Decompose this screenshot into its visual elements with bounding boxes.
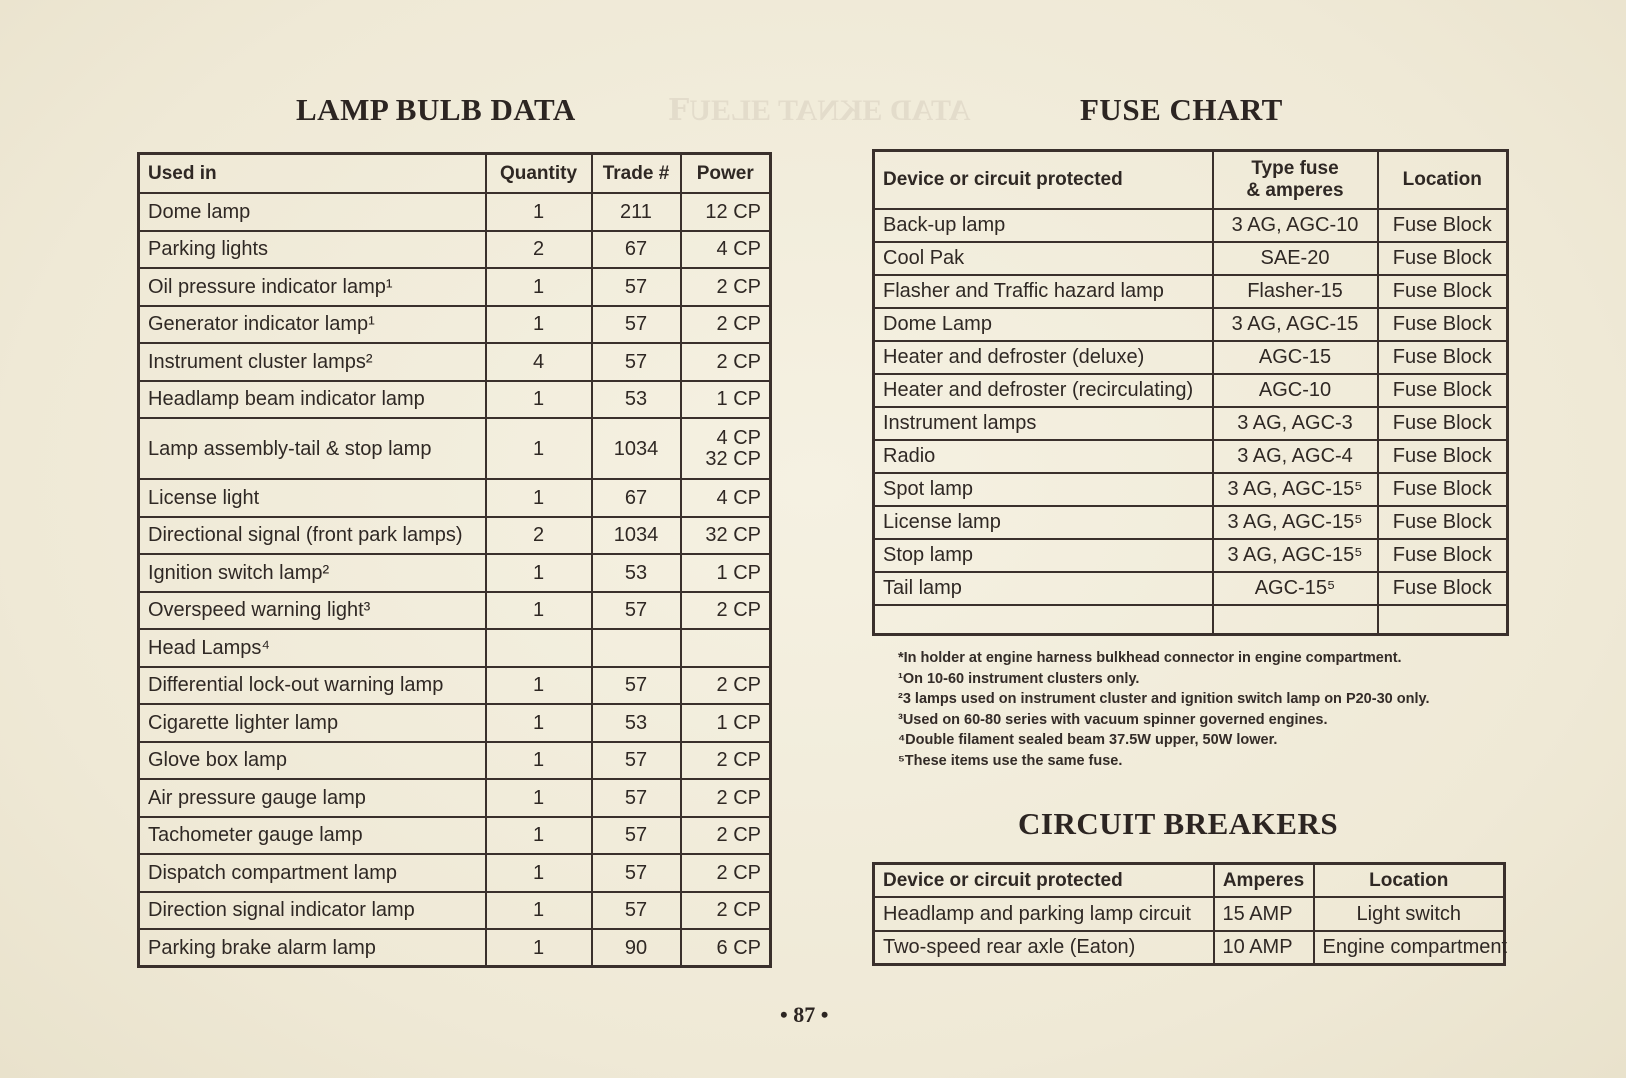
device-cell: Radio: [874, 440, 1213, 473]
table-row: [139, 343, 771, 381]
empty-table-row: [874, 605, 1508, 635]
trade-cell: 67: [592, 231, 681, 269]
table-header-row: [139, 154, 771, 194]
table-row: [139, 629, 771, 667]
power-cell: [681, 892, 771, 930]
col-header-used-in: Used in: [139, 154, 486, 194]
power-value: 2 CP: [716, 786, 761, 809]
location-cell: Fuse Block: [1378, 374, 1508, 407]
table-row: [139, 854, 771, 892]
fuse-chart-title: FUSE CHART: [1080, 92, 1283, 127]
used-in-cell: Air pressure gauge lamp: [139, 779, 486, 817]
power-cell: [681, 629, 771, 667]
power-cell: [681, 554, 771, 592]
fuse-type-cell: 3 AG, AGC-4: [1213, 440, 1378, 473]
fuse-type-cell: AGC-15: [1213, 341, 1378, 374]
quantity-cell: 1: [486, 268, 592, 306]
location-cell: Light switch: [1314, 897, 1505, 931]
empty-cell: [874, 605, 1213, 635]
power-value: 1 CP: [716, 561, 761, 584]
used-in-cell: Head Lamps⁴: [139, 629, 486, 667]
lamp-bulb-title: LAMP BULB DATA: [296, 92, 576, 127]
device-cell: License lamp: [874, 506, 1213, 539]
used-in-cell: Dome lamp: [139, 193, 486, 231]
type-fuse-line2: & amperes: [1246, 179, 1344, 201]
power-cell: [681, 231, 771, 269]
footnote: ³Used on 60-80 series with vacuum spinner governed engines.: [898, 711, 1328, 728]
device-cell: Stop lamp: [874, 539, 1213, 572]
circuit-breakers-title: CIRCUIT BREAKERS: [1018, 806, 1339, 841]
power-cell: [681, 929, 771, 967]
power-value: 1 CP: [716, 711, 761, 734]
col-header-location: Location: [1378, 151, 1508, 209]
used-in-cell: Directional signal (front park lamps): [139, 517, 486, 555]
table-row: [874, 242, 1508, 275]
table-row: [139, 742, 771, 780]
circuit-breakers-table: [872, 862, 1506, 966]
table-row: [139, 418, 771, 479]
fuse-type-cell: Flasher-15: [1213, 275, 1378, 308]
table-row: [139, 554, 771, 592]
quantity-cell: 1: [486, 418, 592, 479]
power-cell: [681, 306, 771, 344]
table-row: [139, 517, 771, 555]
power-value: 4 CP: [716, 238, 761, 261]
power-cell: [681, 817, 771, 855]
table-row: [874, 506, 1508, 539]
trade-cell: 57: [592, 892, 681, 930]
quantity-cell: 1: [486, 704, 592, 742]
device-cell: Dome Lamp: [874, 308, 1213, 341]
used-in-cell: Ignition switch lamp²: [139, 554, 486, 592]
table-row: [139, 667, 771, 705]
footnote: *In holder at engine harness bulkhead connector in engine compartment.: [898, 650, 1402, 666]
power-cell: [681, 418, 771, 479]
power-value: 1 CP: [716, 388, 761, 411]
device-cell: Heater and defroster (deluxe): [874, 341, 1213, 374]
trade-cell: 57: [592, 667, 681, 705]
quantity-cell: 1: [486, 193, 592, 231]
used-in-cell: Generator indicator lamp¹: [139, 306, 486, 344]
power-value: 2 CP: [716, 674, 761, 697]
used-in-cell: Dispatch compartment lamp: [139, 854, 486, 892]
table-row: [139, 817, 771, 855]
amperes-cell: 10 AMP: [1214, 931, 1314, 965]
quantity-cell: 1: [486, 929, 592, 967]
table-row: [874, 440, 1508, 473]
fuse-type-cell: AGC-10: [1213, 374, 1378, 407]
col-header-quantity: Quantity: [486, 154, 592, 194]
power-cell: [681, 343, 771, 381]
used-in-cell: Overspeed warning light³: [139, 592, 486, 630]
location-cell: Fuse Block: [1378, 275, 1508, 308]
footnote: ⁵These items use the same fuse.: [898, 752, 1123, 769]
empty-cell: [1378, 605, 1508, 635]
table-row: [139, 193, 771, 231]
location-cell: Fuse Block: [1378, 440, 1508, 473]
table-row: [139, 704, 771, 742]
table-row: [139, 306, 771, 344]
fuse-type-cell: 3 AG, AGC-15: [1213, 308, 1378, 341]
location-cell: Fuse Block: [1378, 242, 1508, 275]
quantity-cell: 1: [486, 779, 592, 817]
power-value-2: 32 CP: [705, 447, 761, 470]
quantity-cell: 1: [486, 381, 592, 419]
table-header-row: [874, 151, 1508, 209]
location-cell: Fuse Block: [1378, 341, 1508, 374]
table-row: [874, 473, 1508, 506]
device-cell: Heater and defroster (recirculating): [874, 374, 1213, 407]
power-cell: [681, 667, 771, 705]
trade-cell: 211: [592, 193, 681, 231]
table-row: [874, 897, 1505, 931]
table-row: [874, 308, 1508, 341]
table-row: [874, 275, 1508, 308]
power-value: 2 CP: [716, 313, 761, 336]
quantity-cell: 1: [486, 306, 592, 344]
used-in-cell: License light: [139, 479, 486, 517]
table-row: [874, 374, 1508, 407]
used-in-cell: Direction signal indicator lamp: [139, 892, 486, 930]
col-header-type-fuse: [1213, 151, 1378, 209]
location-cell: Fuse Block: [1378, 407, 1508, 440]
table-row: [139, 268, 771, 306]
col-header-location: Location: [1314, 864, 1505, 898]
table-row: [139, 892, 771, 930]
device-cell: Cool Pak: [874, 242, 1213, 275]
trade-cell: 57: [592, 779, 681, 817]
quantity-cell: 1: [486, 554, 592, 592]
fuse-type-cell: 3 AG, AGC-15⁵: [1213, 539, 1378, 572]
bleed-through-text: ATAD ƎKNAT ƎLƎUꟻ: [668, 94, 971, 127]
fuse-type-cell: 3 AG, AGC-3: [1213, 407, 1378, 440]
power-cell: [681, 268, 771, 306]
trade-cell: 1034: [592, 418, 681, 479]
table-row: [874, 209, 1508, 242]
trade-cell: 57: [592, 306, 681, 344]
trade-cell: 53: [592, 704, 681, 742]
footnotes: [898, 648, 1430, 771]
quantity-cell: 1: [486, 667, 592, 705]
power-cell: [681, 193, 771, 231]
table-row: [139, 779, 771, 817]
table-row: [874, 572, 1508, 605]
table-row: [874, 407, 1508, 440]
fuse-type-cell: 3 AG, AGC-15⁵: [1213, 473, 1378, 506]
trade-cell: 57: [592, 742, 681, 780]
type-fuse-line1: Type fuse: [1251, 157, 1339, 179]
footnote: ¹On 10-60 instrument clusters only.: [898, 670, 1140, 687]
power-value: 2 CP: [716, 275, 761, 298]
power-value: 2 CP: [716, 899, 761, 922]
trade-cell: 57: [592, 268, 681, 306]
trade-cell: [592, 629, 681, 667]
used-in-cell: Instrument cluster lamps²: [139, 343, 486, 381]
power-value: 4 CP: [716, 486, 761, 509]
used-in-cell: Oil pressure indicator lamp¹: [139, 268, 486, 306]
used-in-cell: Glove box lamp: [139, 742, 486, 780]
power-value: 4 CP: [716, 426, 761, 449]
fuse-type-cell: 3 AG, AGC-15⁵: [1213, 506, 1378, 539]
used-in-cell: Differential lock-out warning lamp: [139, 667, 486, 705]
trade-cell: 57: [592, 854, 681, 892]
col-header-device: Device or circuit protected: [874, 864, 1214, 898]
quantity-cell: 2: [486, 231, 592, 269]
device-cell: Tail lamp: [874, 572, 1213, 605]
power-cell: [681, 704, 771, 742]
trade-cell: 1034: [592, 517, 681, 555]
trade-cell: 90: [592, 929, 681, 967]
fuse-type-cell: SAE-20: [1213, 242, 1378, 275]
location-cell: Fuse Block: [1378, 209, 1508, 242]
power-value: 2 CP: [716, 599, 761, 622]
power-value: 12 CP: [705, 200, 761, 223]
device-cell: Instrument lamps: [874, 407, 1213, 440]
trade-cell: 53: [592, 554, 681, 592]
power-cell: [681, 381, 771, 419]
table-row: [139, 592, 771, 630]
table-header-row: [874, 864, 1505, 898]
power-value: 2 CP: [716, 861, 761, 884]
table-row: [139, 929, 771, 967]
table-row: [874, 539, 1508, 572]
col-header-power: Power: [681, 154, 771, 194]
quantity-cell: 1: [486, 854, 592, 892]
device-cell: Spot lamp: [874, 473, 1213, 506]
trade-cell: 57: [592, 817, 681, 855]
quantity-cell: 1: [486, 817, 592, 855]
fuse-chart-table: [872, 149, 1509, 636]
power-value: 6 CP: [716, 936, 761, 959]
footnote: ²3 lamps used on instrument cluster and ignition switch lamp on P20-30 only.: [898, 691, 1430, 707]
table-row: [874, 341, 1508, 374]
device-cell: Back-up lamp: [874, 209, 1213, 242]
power-cell: [681, 854, 771, 892]
power-cell: [681, 479, 771, 517]
page-number: • 87 •: [780, 1002, 829, 1027]
power-value: 2 CP: [716, 749, 761, 772]
fuse-type-cell: AGC-15⁵: [1213, 572, 1378, 605]
col-header-device: Device or circuit protected: [874, 151, 1213, 209]
quantity-cell: 4: [486, 343, 592, 381]
quantity-cell: 1: [486, 892, 592, 930]
footnote: ⁴Double filament sealed beam 37.5W upper, 50W lower.: [898, 732, 1278, 748]
power-value: 2 CP: [716, 824, 761, 847]
trade-cell: 67: [592, 479, 681, 517]
power-cell: [681, 742, 771, 780]
col-header-amperes: Amperes: [1214, 864, 1314, 898]
fuse-type-cell: 3 AG, AGC-10: [1213, 209, 1378, 242]
empty-cell: [1213, 605, 1378, 635]
power-cell: [681, 779, 771, 817]
quantity-cell: 1: [486, 742, 592, 780]
location-cell: Fuse Block: [1378, 506, 1508, 539]
used-in-cell: Parking lights: [139, 231, 486, 269]
table-row: [139, 231, 771, 269]
location-cell: Fuse Block: [1378, 308, 1508, 341]
used-in-cell: Headlamp beam indicator lamp: [139, 381, 486, 419]
quantity-cell: 2: [486, 517, 592, 555]
table-row: [139, 381, 771, 419]
lamp-bulb-table: [137, 152, 772, 968]
trade-cell: 57: [592, 592, 681, 630]
location-cell: Fuse Block: [1378, 539, 1508, 572]
col-header-trade: Trade #: [592, 154, 681, 194]
device-cell: Two-speed rear axle (Eaton): [874, 931, 1214, 965]
device-cell: Flasher and Traffic hazard lamp: [874, 275, 1213, 308]
table-row: [874, 931, 1505, 965]
quantity-cell: 1: [486, 592, 592, 630]
location-cell: Engine compartment: [1314, 931, 1505, 965]
trade-cell: 57: [592, 343, 681, 381]
power-value: 2 CP: [716, 350, 761, 373]
used-in-cell: Cigarette lighter lamp: [139, 704, 486, 742]
power-cell: [681, 517, 771, 555]
trade-cell: 53: [592, 381, 681, 419]
location-cell: Fuse Block: [1378, 572, 1508, 605]
power-value: 32 CP: [705, 524, 761, 547]
used-in-cell: Tachometer gauge lamp: [139, 817, 486, 855]
used-in-cell: Lamp assembly-tail & stop lamp: [139, 418, 486, 479]
quantity-cell: [486, 629, 592, 667]
amperes-cell: 15 AMP: [1214, 897, 1314, 931]
table-row: [139, 479, 771, 517]
power-cell: [681, 592, 771, 630]
location-cell: Fuse Block: [1378, 473, 1508, 506]
device-cell: Headlamp and parking lamp circuit: [874, 897, 1214, 931]
quantity-cell: 1: [486, 479, 592, 517]
used-in-cell: Parking brake alarm lamp: [139, 929, 486, 967]
